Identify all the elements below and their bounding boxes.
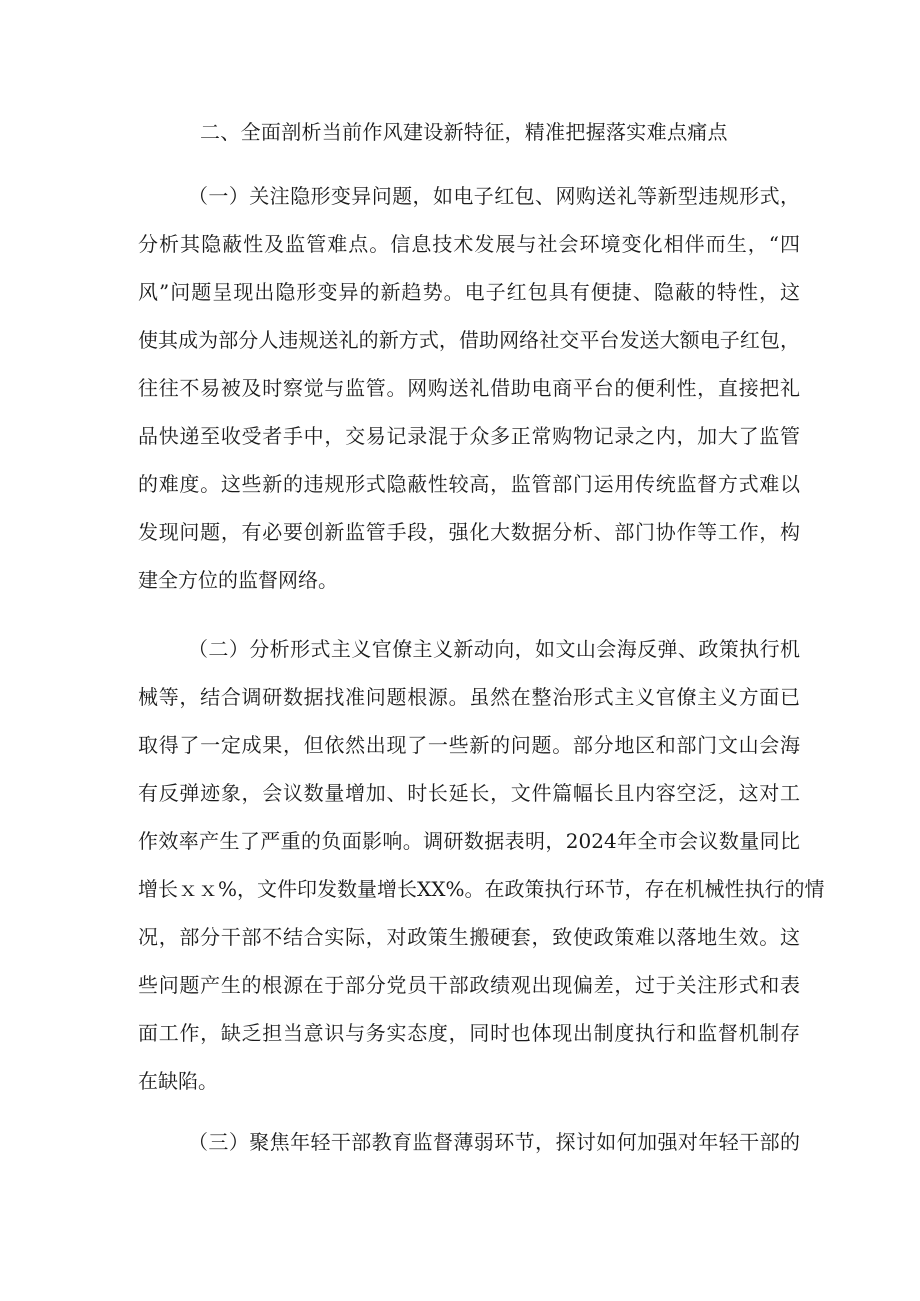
- paragraph-line: 取得了一定成果，但依然出现了一些新的问题。部分地区和部门文山会海: [138, 733, 800, 757]
- paragraph-line: 械等，结合调研数据找准问题根源。虽然在整治形式主义官僚主义方面已: [138, 685, 800, 709]
- paragraph-line: 的难度。这些新的违规形式隐蔽性较高，监管部门运用传统监督方式难以: [138, 472, 800, 496]
- paragraph-line: 增长ｘｘ%，文件印发数量增长XX%。在政策执行环节，存在机械性执行的情: [138, 877, 825, 901]
- paragraph-line: 面工作，缺乏担当意识与务实态度，同时也体现出制度执行和监督机制存: [138, 1021, 800, 1045]
- paragraph-line: 发现问题，有必要创新监管手段，强化大数据分析、部门协作等工作，构: [138, 520, 800, 544]
- paragraph-line: （三）聚焦年轻干部教育监督薄弱环节，探讨如何加强对年轻干部的: [188, 1130, 800, 1154]
- paragraph-line: 有反弹迹象，会议数量增加、时长延长，文件篇幅长且内容空泛，这对工: [138, 781, 800, 805]
- paragraph-3: [138, 1118, 800, 1166]
- paragraph-line: 分析其隐蔽性及监管难点。信息技术发展与社会环境变化相伴而生，“四: [138, 232, 800, 256]
- section-heading: 二、全面剖析当前作风建设新特征，精准把握落实难点痛点: [200, 120, 728, 144]
- paragraph-line: 况，部分干部不结合实际，对政策生搬硬套，致使政策难以落地生效。这: [138, 925, 800, 949]
- paragraph-2: [138, 625, 825, 1105]
- paragraph-line: 往往不易被及时察觉与监管。网购送礼借助电商平台的便利性，直接把礼: [138, 376, 800, 400]
- paragraph-line: 使其成为部分人违规送礼的新方式，借助网络社交平台发送大额电子红包，: [138, 328, 800, 352]
- paragraph-line: （二）分析形式主义官僚主义新动向，如文山会海反弹、政策执行机: [188, 637, 800, 661]
- paragraph-line: （一）关注隐形变异问题，如电子红包、网购送礼等新型违规形式，: [188, 184, 800, 208]
- paragraph-line: 品快递至收受者手中，交易记录混于众多正常购物记录之内，加大了监管: [138, 424, 800, 448]
- paragraph-1: [138, 172, 800, 604]
- paragraph-line: 建全方位的监督网络。: [138, 568, 338, 592]
- paragraph-line: 些问题产生的根源在于部分党员干部政绩观出现偏差，过于关注形式和表: [138, 973, 800, 997]
- paragraph-line: 风”问题呈现出隐形变异的新趋势。电子红包具有便捷、隐蔽的特性，这: [138, 280, 800, 304]
- paragraph-line: 在缺陷。: [138, 1069, 218, 1093]
- paragraph-line: 作效率产生了严重的负面影响。调研数据表明，2024年全市会议数量同比: [138, 829, 800, 853]
